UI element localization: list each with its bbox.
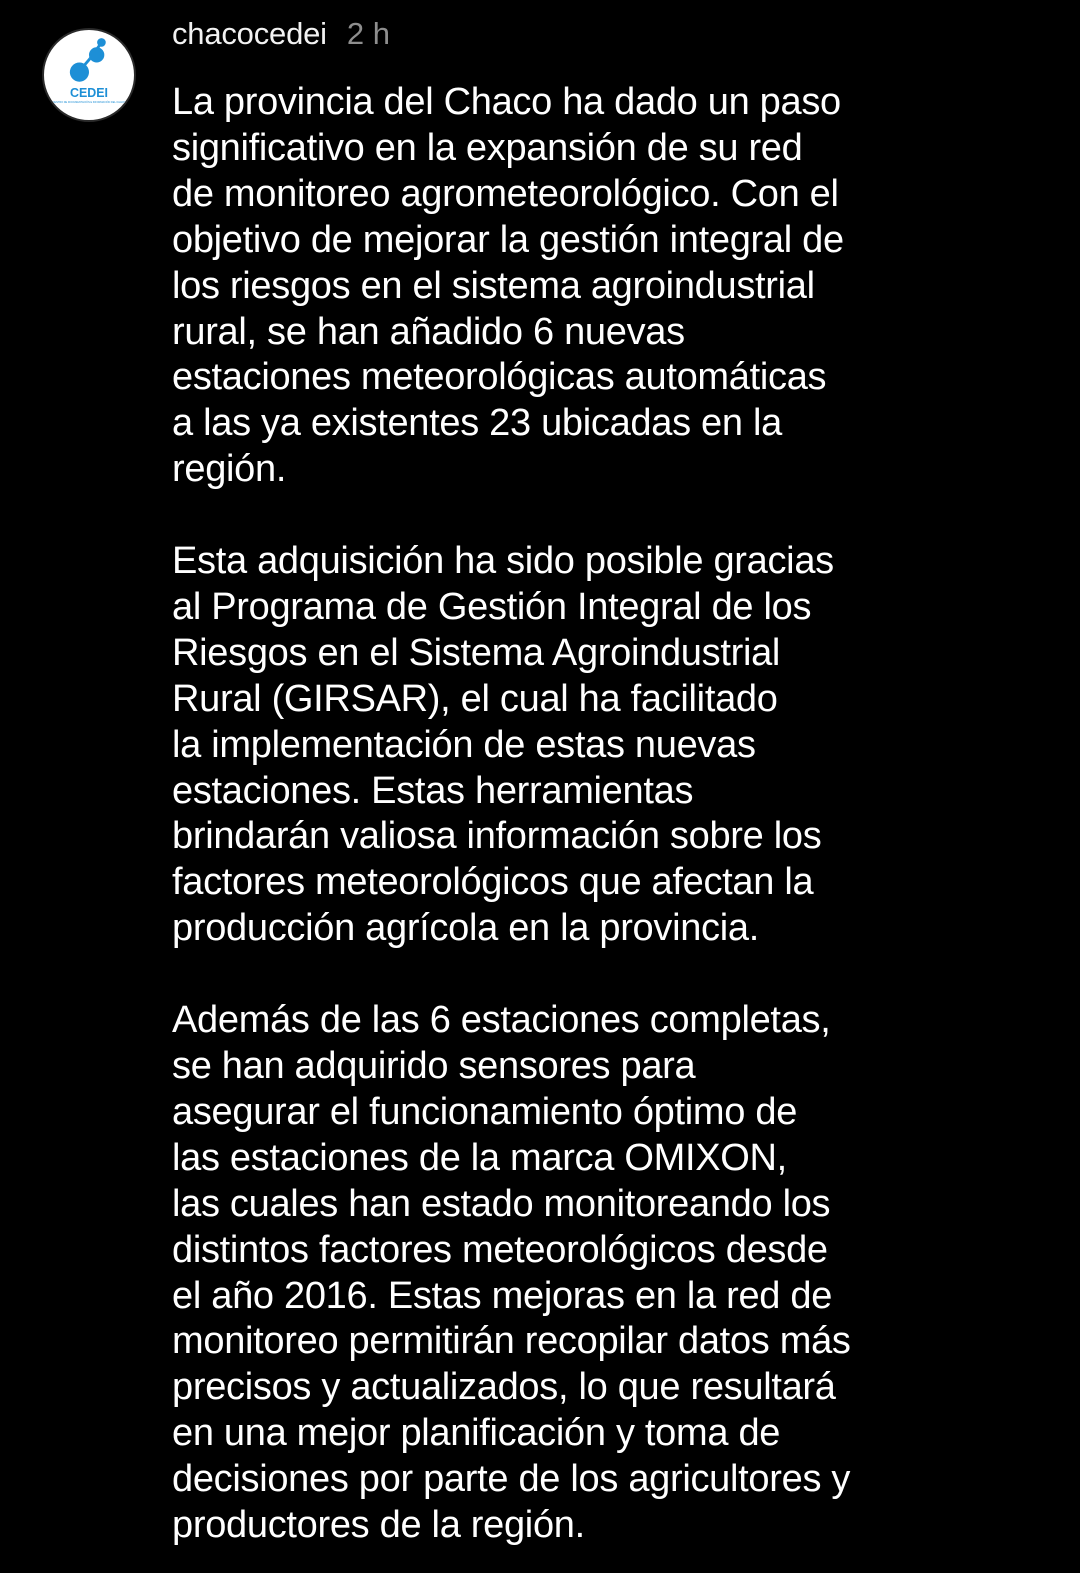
avatar-logo-text: CEDEI: [69, 86, 109, 101]
avatar-logo-subtext: CENTRO DE DOCUMENTACIÓN E INFORMACIÓN DEL CHACO: [52, 100, 126, 104]
cedei-logo: [44, 30, 134, 120]
caption-paragraph-1: La provincia del Chaco ha dado un paso significativo en la expansión de su red de monitoreo agrometeorológico. Con el objetivo de mejorar la gestión integral de los riesgos en el sistema agroindustrial rural, se han añadido 6 nuevas estaciones meteorológicas automáticas a las ya existentes 23 ubicadas en la región.: [172, 81, 844, 491]
post-header: [172, 14, 390, 54]
avatar[interactable]: [42, 28, 136, 122]
molecule-icon: [70, 38, 106, 82]
username-link[interactable]: chacocedei: [172, 16, 327, 51]
post-caption: [172, 80, 962, 1549]
caption-paragraph-3: Además de las 6 estaciones completas, se han adquirido sensores para asegurar el funcionamiento óptimo de las estaciones de la marca OMIXON, las cuales han estado monitoreando los distintos factores meteorológicos desde el año 2016. Estas mejoras en la red de monitoreo permitirán recopilar datos más precisos y actualizados, lo que resultará en una mejor planificación y toma de decisiones por parte de los agricultores y productores de la región.: [172, 999, 851, 1547]
caption-paragraph-2: Esta adquisición ha sido posible gracias al Programa de Gestión Integral de los Riesgos en el Sistema Agroindustrial Rural (GIRSAR), el cual ha facilitado la implementación de estas nuevas estaciones. Estas herramientas brindarán valiosa información sobre los factores meteorológicos que afectan la producción agrícola en la provincia.: [172, 540, 834, 950]
timestamp[interactable]: 2 h: [346, 16, 390, 51]
